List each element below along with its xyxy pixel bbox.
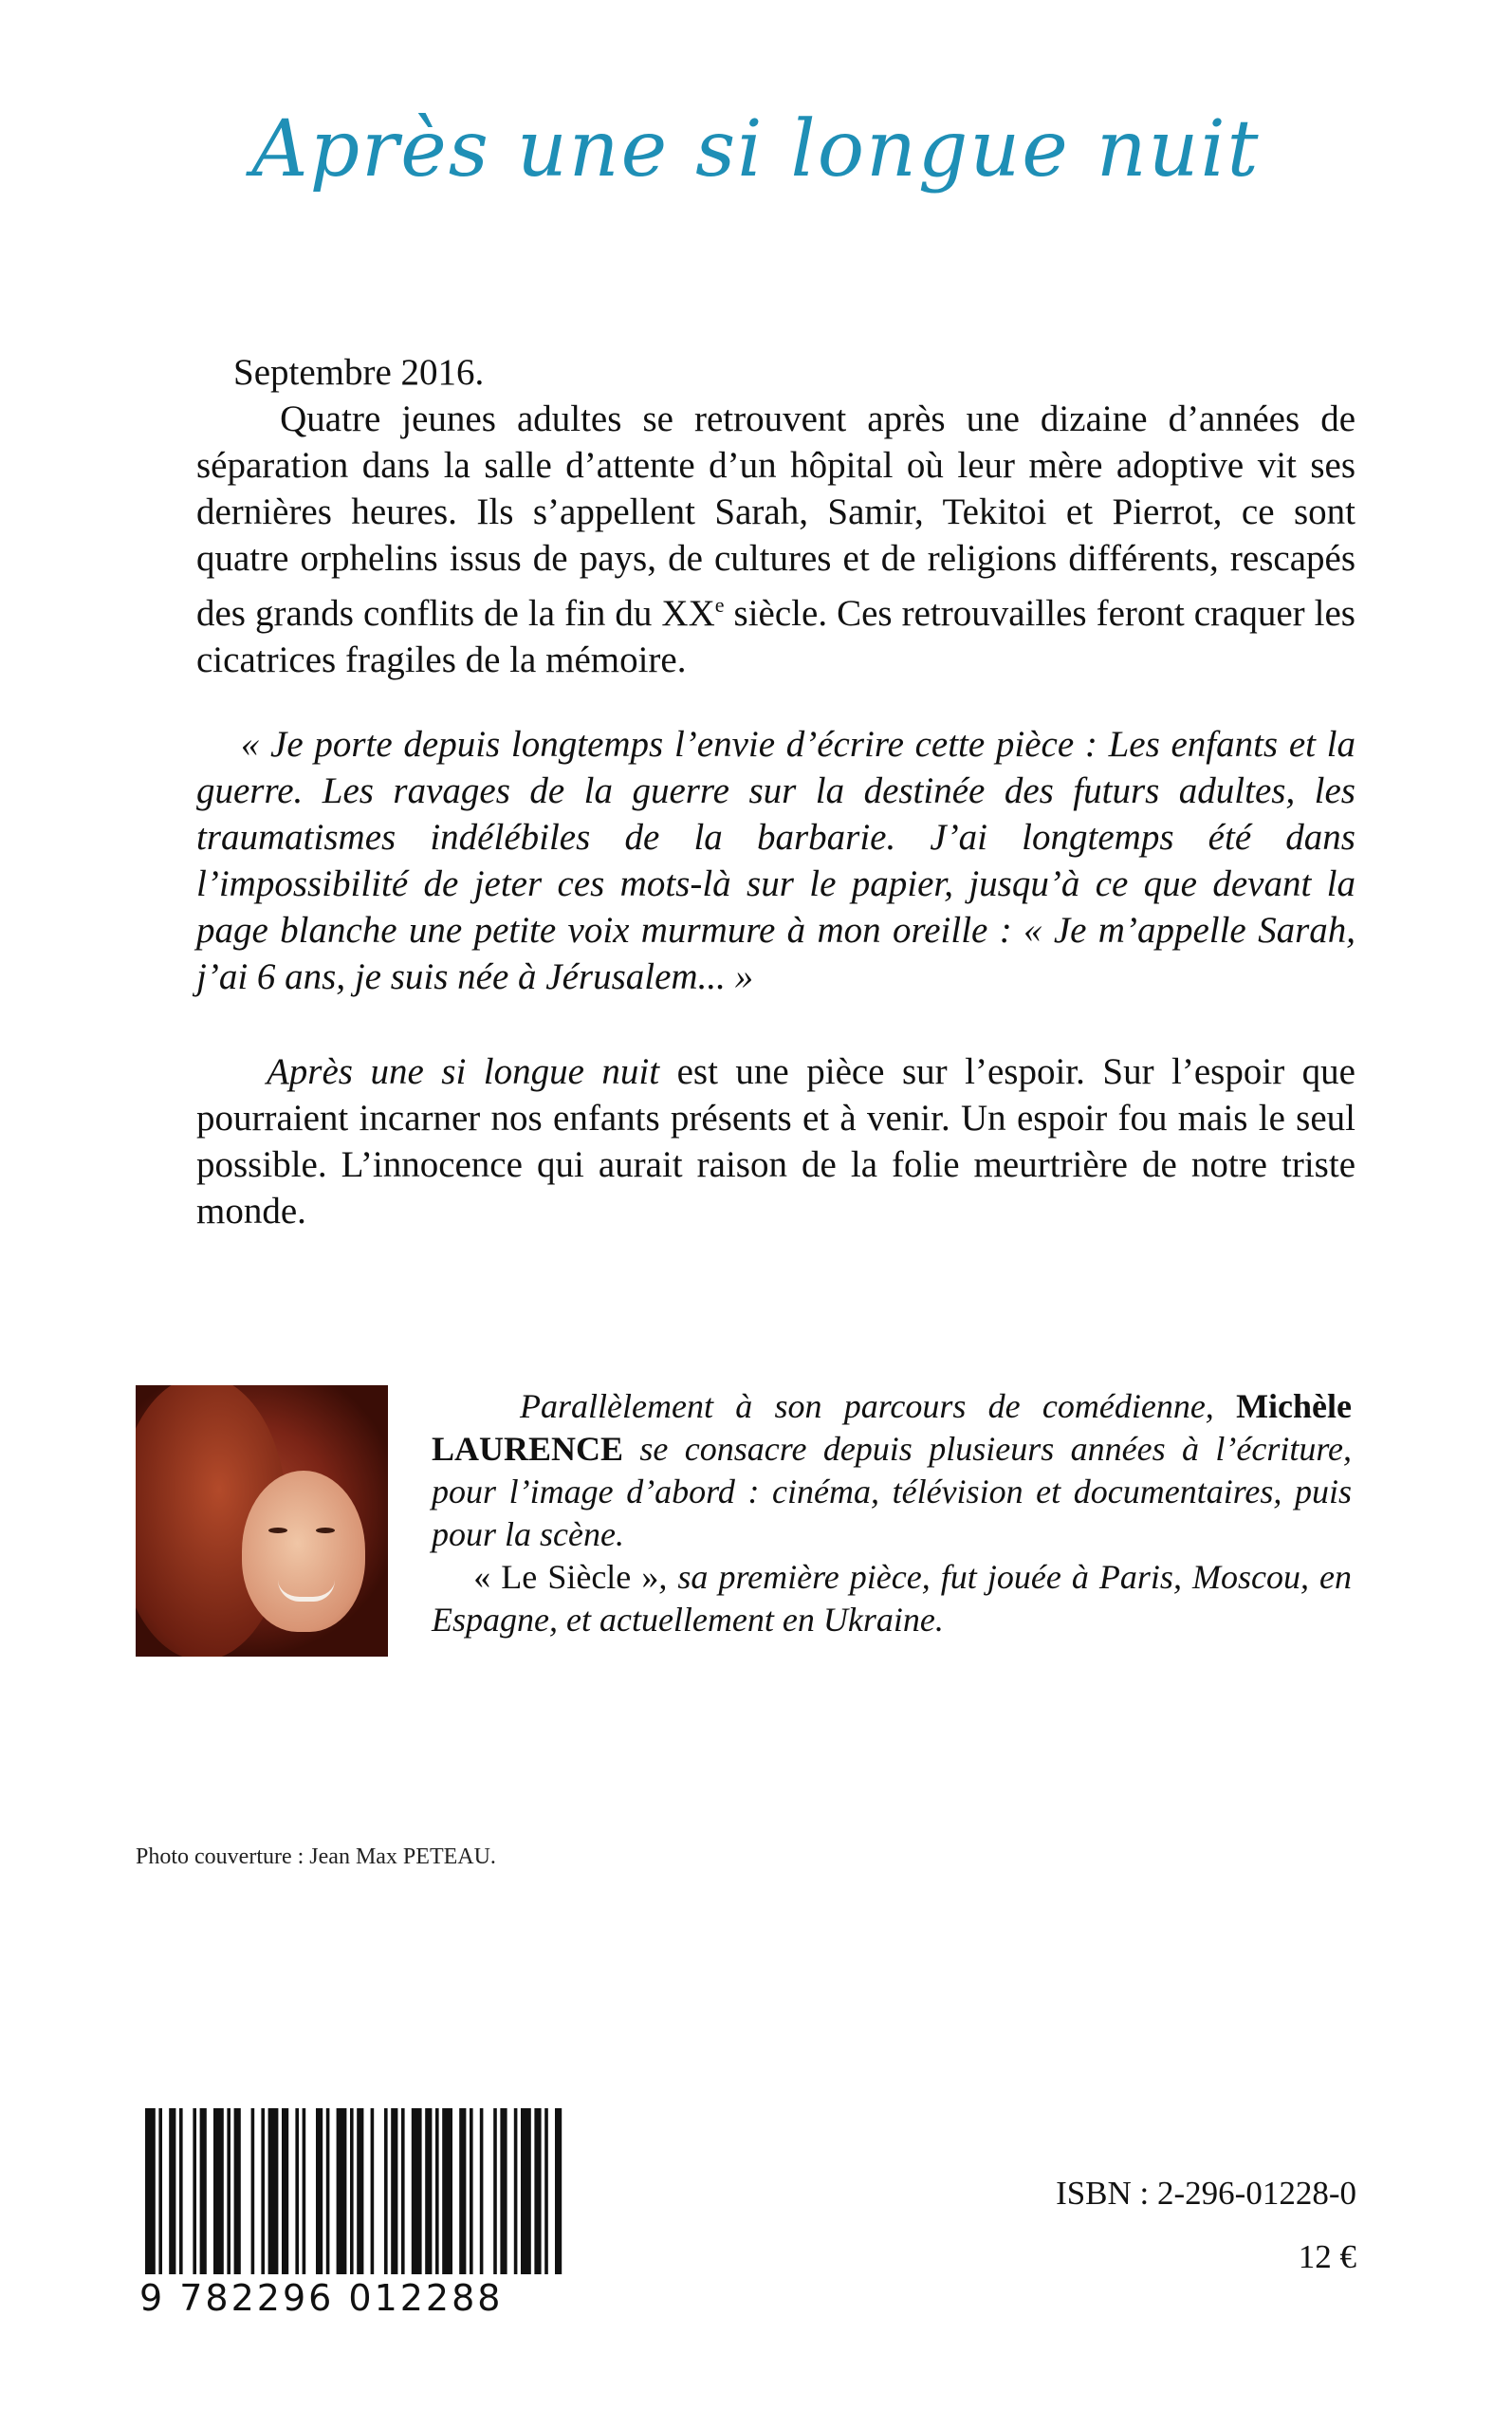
barcode-bar bbox=[391, 2108, 397, 2274]
barcode-bar bbox=[401, 2108, 405, 2274]
barcode-bars bbox=[139, 2108, 562, 2274]
barcode-bar bbox=[371, 2108, 375, 2274]
quote-text: « Je porte depuis longtemps l’envie d’écrire cette pièce : Les enfants et la guerre. Les ravages de la guerre sur la destinée des futurs adultes, les traumatismes indélébiles de la barbarie. J’ai longtemps été dans l’impossibilité de jeter ces mots-là sur le papier, jusqu’à ce que devant la page blanche une petite voix murmure à mon oreille : « Je m’appelle Sarah, j’ai 6 ans, je suis née à Jérusalem... » bbox=[196, 724, 1355, 997]
author-first-name: Michèle bbox=[1236, 1387, 1353, 1425]
title-reference: Après une si longue nuit bbox=[266, 1051, 660, 1092]
barcode-bar bbox=[193, 2108, 196, 2274]
barcode bbox=[139, 2108, 562, 2298]
barcode-bar bbox=[412, 2108, 422, 2274]
synopsis bbox=[196, 349, 1355, 683]
closing-paragraph bbox=[196, 1048, 1355, 1234]
barcode-bar bbox=[295, 2108, 299, 2274]
barcode-bar bbox=[227, 2108, 230, 2274]
author-quote bbox=[196, 721, 1355, 1000]
barcode-bar bbox=[480, 2108, 484, 2274]
author-bio bbox=[432, 1385, 1352, 1641]
barcode-bar bbox=[435, 2108, 439, 2274]
bio-text: Parallèlement à son parcours de comédienne, bbox=[520, 1387, 1237, 1425]
barcode-bar bbox=[169, 2108, 175, 2274]
barcode-bar bbox=[493, 2108, 497, 2274]
barcode-bar bbox=[261, 2108, 265, 2274]
bio-text-end: se consacre depuis plusieurs années à l’écriture, pour l’image d’abord : cinéma, télévision et documentaires, puis pour la scène. bbox=[432, 1430, 1352, 1553]
date-line bbox=[196, 349, 1355, 396]
barcode-bar bbox=[521, 2108, 531, 2274]
barcode-bar bbox=[303, 2108, 306, 2274]
barcode-bar bbox=[357, 2108, 363, 2274]
century-superscript: e bbox=[714, 593, 725, 617]
barcode-bar bbox=[158, 2108, 162, 2274]
price: 12 € bbox=[1298, 2238, 1356, 2275]
barcode-bar bbox=[251, 2108, 255, 2274]
barcode-digits: 9 782296 012288 bbox=[139, 2277, 504, 2319]
synopsis-paragraph bbox=[196, 396, 1355, 683]
barcode-bar bbox=[384, 2108, 388, 2274]
barcode-bar bbox=[200, 2108, 207, 2274]
barcode-bar bbox=[544, 2108, 548, 2274]
barcode-bar bbox=[179, 2108, 183, 2274]
date-text: Septembre 2016. bbox=[233, 352, 485, 393]
barcode-bar bbox=[500, 2108, 507, 2274]
book-title: Après une si longue nuit bbox=[251, 104, 1261, 195]
synopsis-text-end: siècle. Ces retrouvailles feront craquer les cicatrices fragiles de la mémoire. bbox=[196, 593, 1355, 680]
first-play-text: , sa première pièce, fut jouée à Paris, Moscou, en Espagne, et actuellement en Ukraine. bbox=[432, 1558, 1353, 1639]
photo-credit: Photo couverture : Jean Max PETEAU. bbox=[136, 1844, 496, 1869]
barcode-bar bbox=[459, 2108, 466, 2274]
barcode-bar bbox=[514, 2108, 518, 2274]
barcode-bar bbox=[555, 2108, 562, 2274]
author-last-name: LAURENCE bbox=[432, 1430, 624, 1468]
first-play-title: « Le Siècle » bbox=[473, 1558, 659, 1596]
barcode-bar bbox=[350, 2108, 354, 2274]
barcode-bar bbox=[234, 2108, 241, 2274]
isbn: ISBN : 2-296-01228-0 bbox=[1056, 2175, 1356, 2212]
barcode-bar bbox=[213, 2108, 224, 2274]
synopsis-text: Quatre jeunes adultes se retrouvent après une dizaine d’années de séparation dans la salle d’attente d’un hôpital où leur mère adoptive vit ses dernières heures. Ils s’appellent Sarah, Samir, Tekitoi et Pierrot, ce sont quatre orphelins issus de pays, de cultures et de religions différents, rescapés des grands conflits de la fin du XX bbox=[196, 398, 1356, 634]
barcode-bar bbox=[268, 2108, 279, 2274]
closing-text: est une pièce sur l’espoir. Sur l’espoir que pourraient incarner nos enfants présents et à venir. Un espoir fou mais le seul possible. L’innocence qui aurait raison de la folie meurtrière de notre triste monde. bbox=[196, 1051, 1355, 1232]
barcode-bar bbox=[534, 2108, 541, 2274]
author-photo bbox=[136, 1385, 388, 1657]
barcode-bar bbox=[316, 2108, 323, 2274]
barcode-bar bbox=[337, 2108, 347, 2274]
barcode-bar bbox=[470, 2108, 473, 2274]
barcode-bar bbox=[442, 2108, 452, 2274]
barcode-bar bbox=[326, 2108, 330, 2274]
barcode-bar bbox=[145, 2108, 156, 2274]
barcode-bar bbox=[425, 2108, 432, 2274]
barcode-bar bbox=[282, 2108, 288, 2274]
